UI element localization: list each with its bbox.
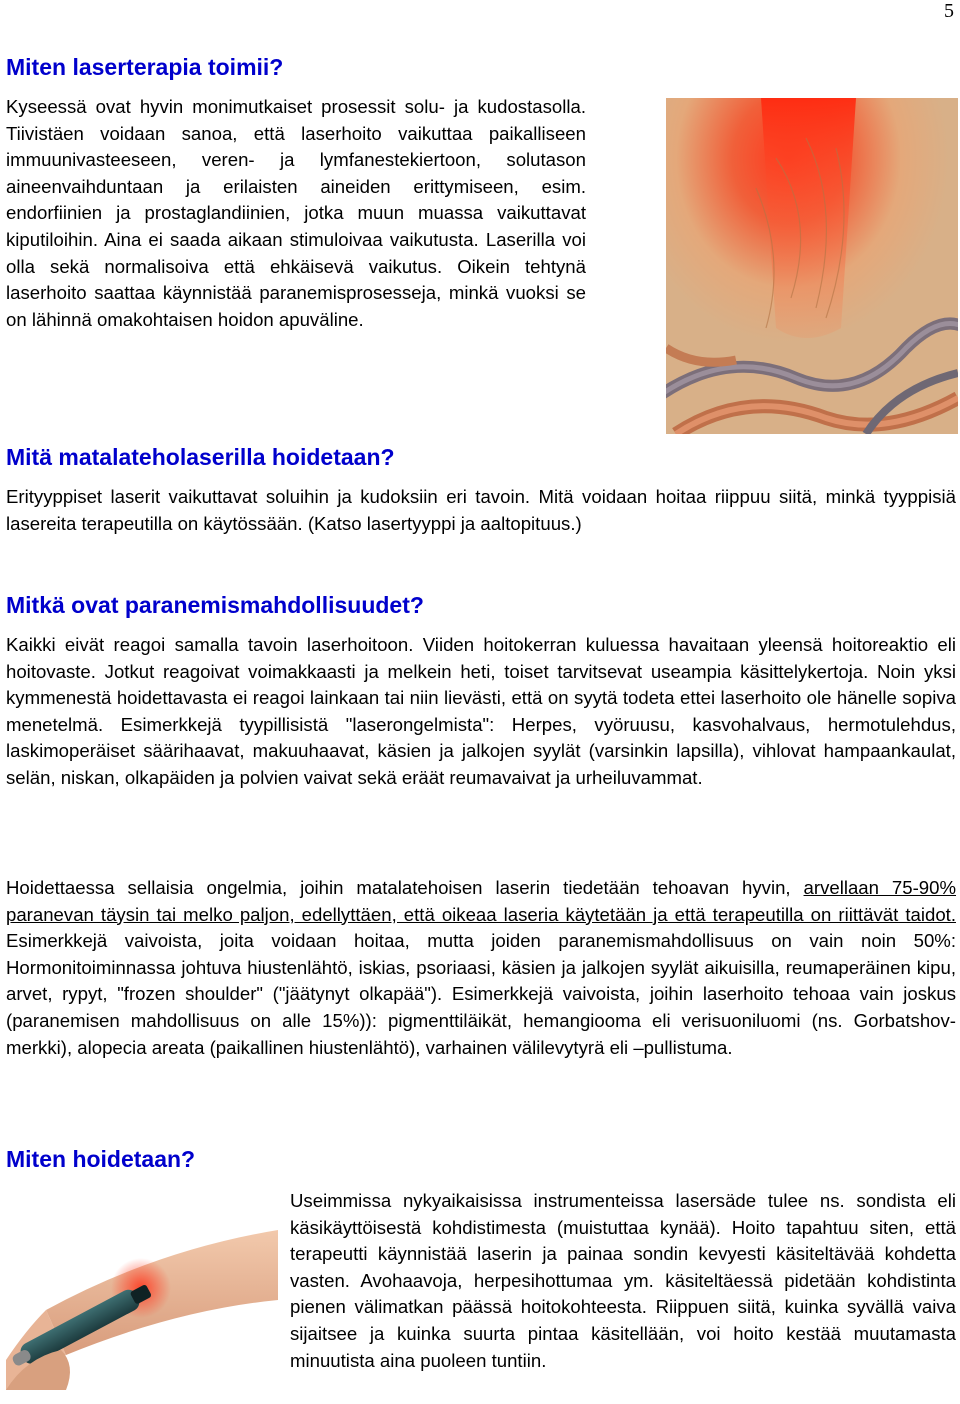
paragraph-how-treated: Useimmissa nykyaikaisissa instrumenteissa lasersäde tulee ns. sondista eli käsikäyttöisestä kohdistimesta (muistuttaa kynää). Hoito tapahtuu siten, että terapeutti käynnistää laserin ja painaa sondin kevyesti käsiteltävää kohdetta vasten. Avohaavoja, herpesihottumaa ym. käsiteltäessä pidetään kohdistinta pienen välimatkan päässä hoitokohteesta. Riippuen siitä, kuinka syvällä vaiva sijaitsee ja kuinka suurta pintaa käsitellään, voi hoito kestää muutamasta minuutista aina puoleen tuntiin. [290, 1190, 956, 1371]
heading-how-laser-works: Miten laserterapia toimii? [6, 54, 284, 80]
paragraph-start: Hoidettaessa sellaisia ongelmia, joihin matalatehoisen laserin tiedetään tehoavan hyvin, [6, 877, 804, 898]
heading-what-is-treated: Mitä matalateholaserilla hoidetaan? [6, 444, 395, 470]
laser-tissue-illustration-icon [666, 98, 958, 434]
underlined-statement: arvellaan 75-90% paranevan täysin tai melko paljon, edellyttäen, että oikeaa laseria käytetään ja että terapeutilla on riittävät taidot. [6, 877, 957, 925]
paragraph-how-laser-works: Kyseessä ovat hyvin monimutkaiset prosessit solu- ja kudostasolla. Tiivistäen voidaan sanoa, että laserhoito vaikuttaa paikalliseen immuunivasteeseen, veren- ja lymfanestekiertoon, solutason aineenvaihduntaan ja erilaisten aineiden erittymiseen, esim. endorfiinien ja prostaglandiinien, jotka muun muassa vaikuttavat kiputiloihin. Aina ei saada aikaan stimuloivaa vaikutusta. Laserilla voi olla sekä normalisoiva että ehkäisevä vaikutus. Oikein tehtynä laserhoito saattaa käynnistää paranemisprosesseja, minkä vuoksi se on lähinnä omakohtaisen hoidon apuväline. [6, 96, 586, 330]
paragraph-end: Esimerkkejä vaivoista, joita voidaan hoitaa, mutta joiden paranemismahdollisuus on vain noin 50%: Hormonitoiminnassa johtuva hiustenlähtö, iskias, psoriaasi, käsien ja jalkojen syylät aikuisilla, reumaperäinen kipu, arvet, rypyt, "frozen shoulder" ("jäätynyt olkapää"). Esimerkkejä vaivoista, joihin laserhoito tehoaa vain joskus (paranemisen mahdollisuus on alle 15%)): pigmenttiläikät, hemangiooma eli verisuoniluomi (ns. Gorbatshov-merkki), alopecia areata (paikallinen hiustenlähtö), varhainen välilevytyrä eli –pullistuma. [6, 930, 956, 1058]
page-number: 5 [944, 0, 954, 22]
heading-how-treated: Miten hoidetaan? [6, 1146, 196, 1172]
laser-probe-on-wrist-photo-icon [6, 1190, 278, 1390]
paragraph-healing-possibilities-1: Kaikki eivät reagoi samalla tavoin laserhoitoon. Viiden hoitokerran kuluessa havaitaan yleensä hoitoreaktio eli hoitovaste. Jotkut reagoivat voimakkaasti ja melkein heti, toiset tarvitsevat useampia käsittelykertoja. Noin yksi kymmenestä hoidettavasta ei reagoi lainkaan tai niin lievästi, että on syytä todeta ettei laserhoito ole hänelle sopiva menetelmä. Esimerkkejä tyypillisistä "laserongelmista": Herpes, vyöruusu, kasvohalvaus, hermotulehdus, laskimoperäiset säärihaavat, makuuhaavat, käsien ja jalkojen syylät (varsinkin lapsilla), vihlovat hampaankaulat, selän, niskan, olkapäiden ja polvien vaivat sekä eräät reumavaivat ja urheiluvammat. [6, 634, 956, 788]
paragraph-healing-possibilities-2 [6, 875, 956, 1061]
heading-healing-possibilities: Mitkä ovat paranemismahdollisuudet? [6, 592, 424, 618]
paragraph-what-is-treated: Erityyppiset laserit vaikuttavat soluihin ja kudoksiin eri tavoin. Mitä voidaan hoitaa riippuu siitä, minkä tyyppisiä lasereita terapeutilla on käytössään. (Katso lasertyyppi ja aaltopituus.) [6, 486, 956, 534]
